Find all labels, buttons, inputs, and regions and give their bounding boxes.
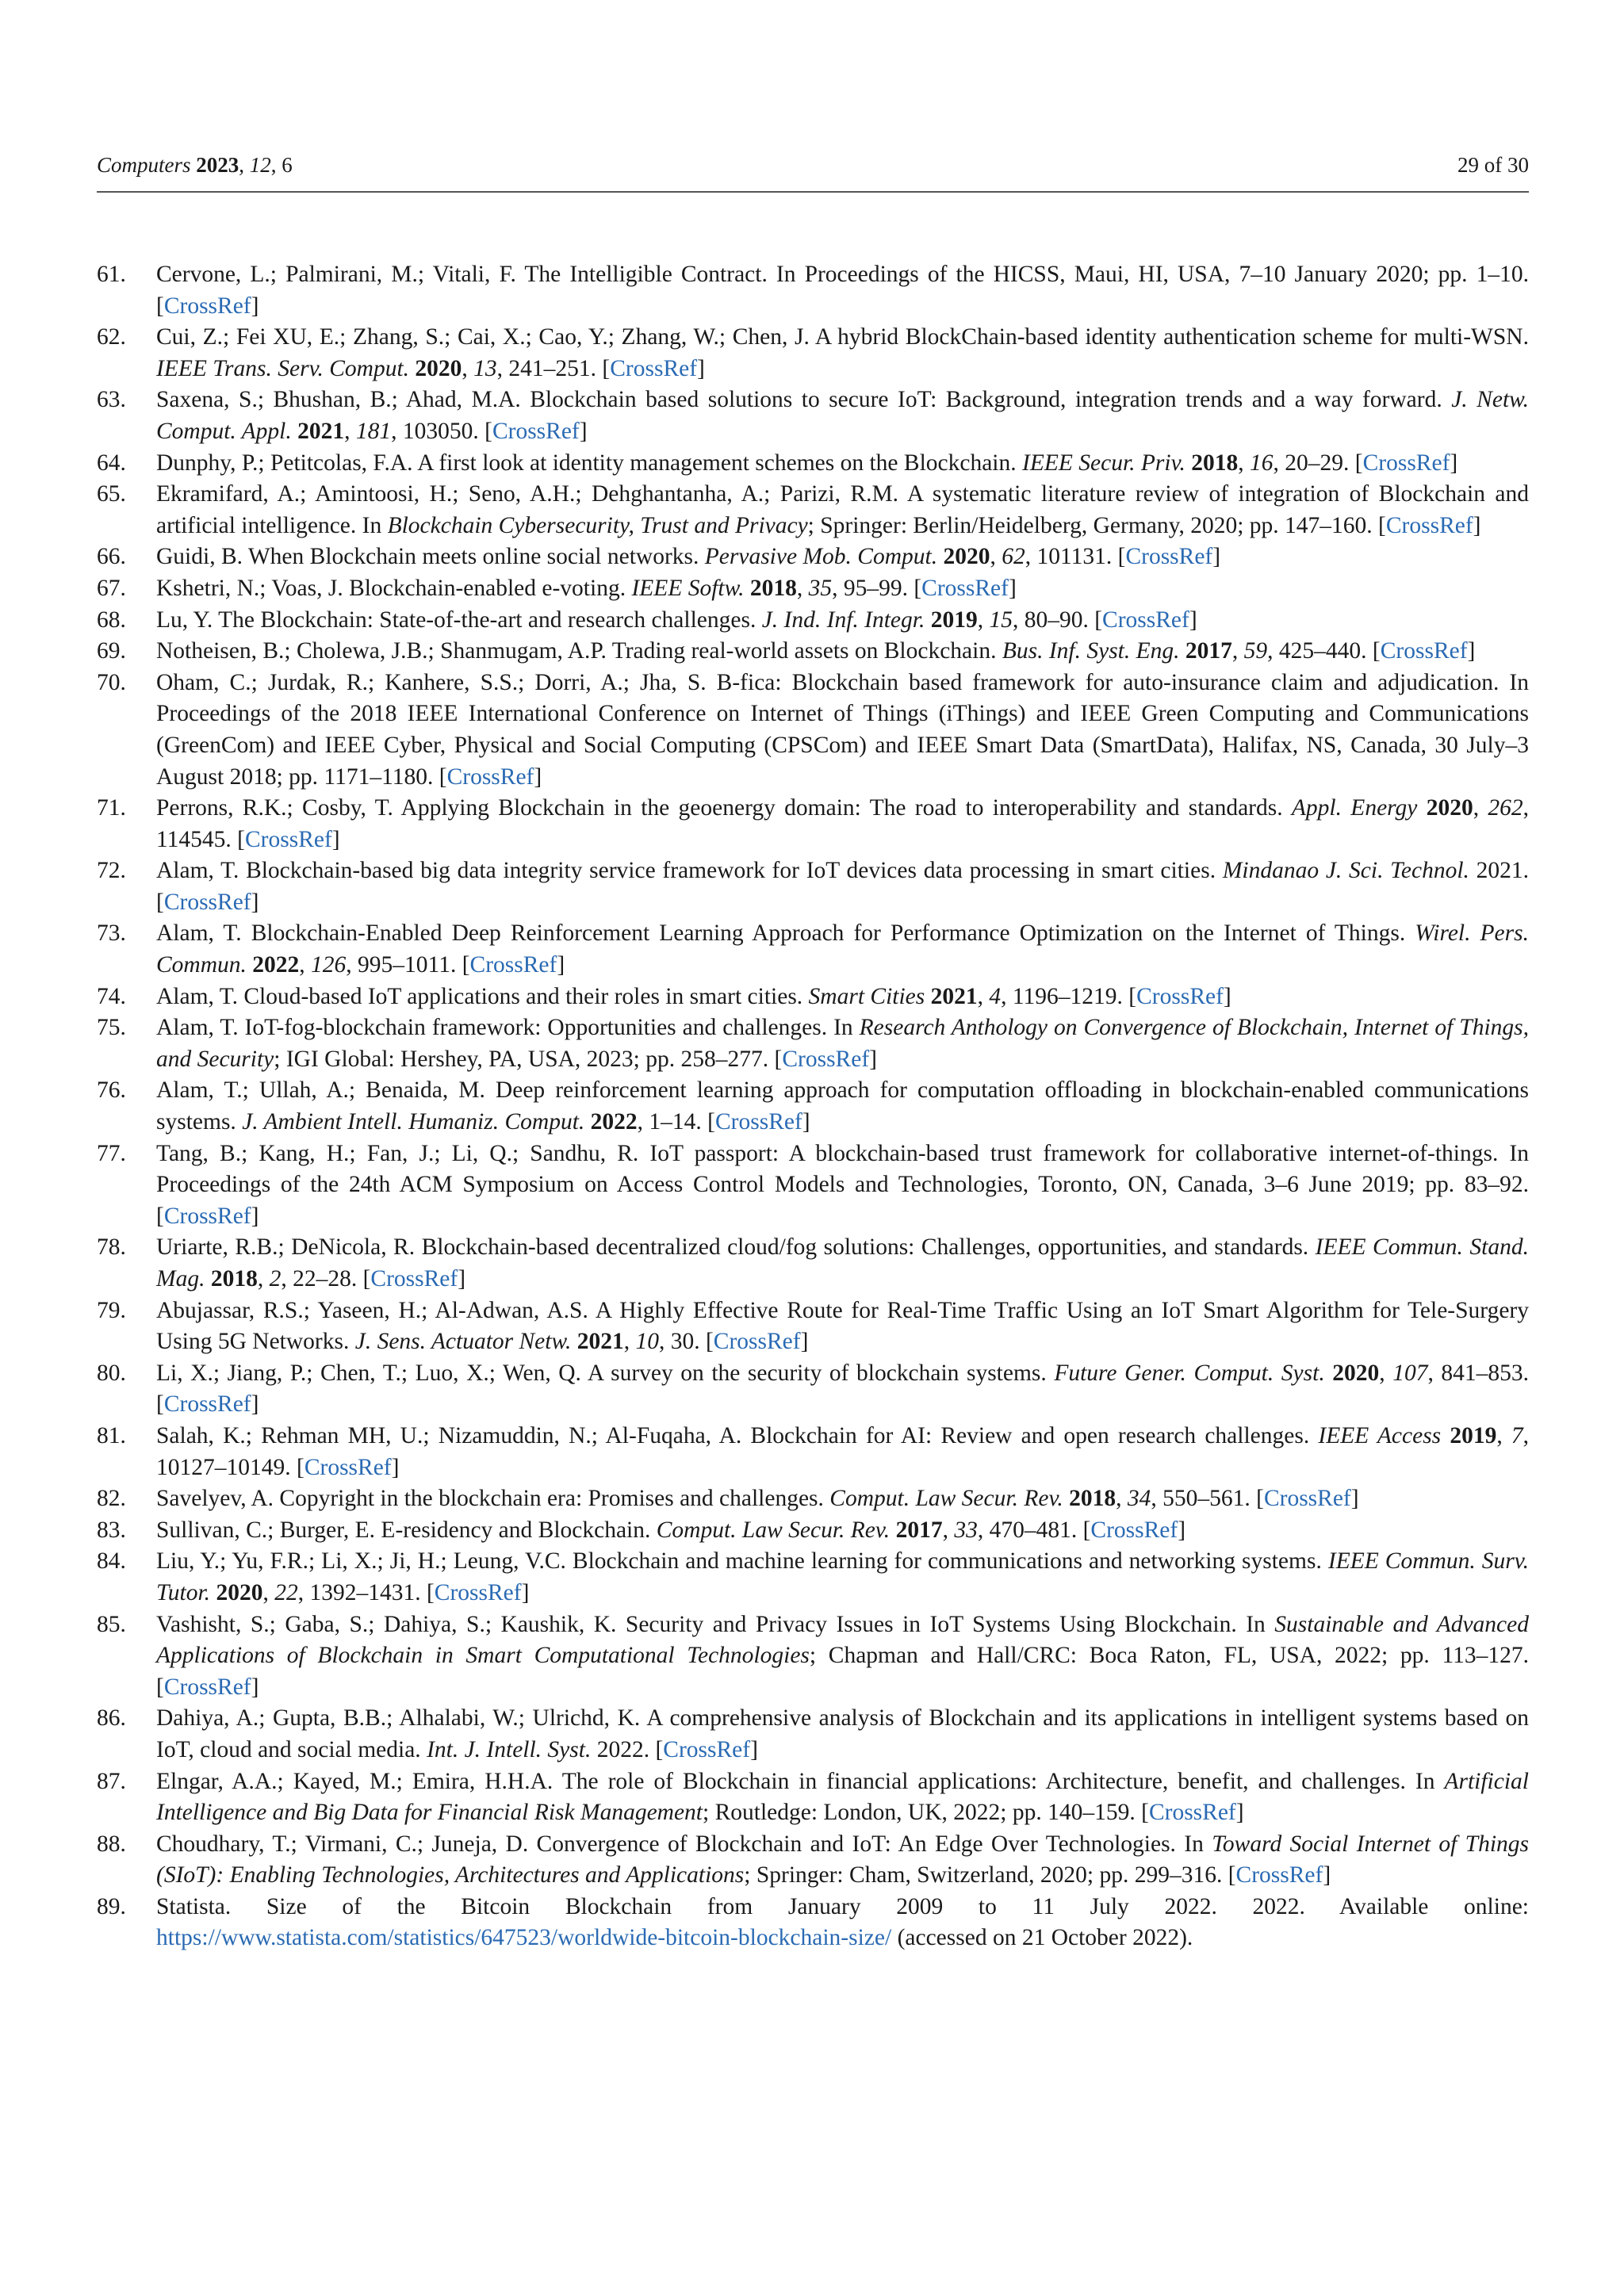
reference-text: ; Springer: Berlin/Heidelberg, Germany, 2020; pp. 147–160. [	[807, 512, 1386, 538]
reference-italic-text: J. Sens. Actuator Netw.	[354, 1329, 572, 1355]
reference-text: , 80–90. [	[1012, 607, 1103, 633]
reference-text: Lu, Y. The Blockchain: State-of-the-art and research challenges.	[156, 607, 762, 633]
reference-italic-text: 22	[274, 1579, 298, 1605]
reference-text: , 10127–10149. [	[156, 1422, 1529, 1480]
reference-text: Savelyev, A. Copyright in the blockchain era: Promises and challenges.	[156, 1486, 830, 1512]
reference-number: 66.	[97, 544, 126, 570]
reference-text: ]	[534, 763, 542, 790]
reference-text: Guidi, B. When Blockchain meets online social networks.	[156, 544, 705, 570]
crossref-link[interactable]: CrossRef	[469, 952, 557, 978]
reference-text	[1417, 795, 1426, 821]
reference-text: Uriarte, R.B.; DeNicola, R. Blockchain-based decentralized cloud/fog solutions: Challenges, opportunities, and standards.	[156, 1234, 1316, 1261]
reference-number: 77.	[97, 1140, 126, 1166]
reference-text	[205, 1266, 210, 1292]
reference-italic-text: Bus. Inf. Syst. Eng.	[1002, 638, 1180, 664]
reference-text: ]	[458, 1266, 466, 1292]
reference-item	[97, 1075, 1529, 1138]
reference-italic-text: Smart Cities	[808, 983, 925, 1009]
page-number: 29 of 30	[1457, 153, 1529, 177]
reference-text: Alam, T. Blockchain-based big data integrity service framework for IoT devices data processing in smart cities.	[156, 858, 1223, 884]
reference-year: 2020	[216, 1579, 263, 1605]
reference-text: ,	[1238, 450, 1251, 476]
reference-italic-text: IEEE Commun. Surv. Tutor.	[156, 1548, 1529, 1605]
reference-text: Liu, Y.; Yu, F.R.; Li, X.; Ji, H.; Leung, V.C. Blockchain and machine learning for communications and networking systems.	[156, 1548, 1328, 1575]
reference-number: 75.	[97, 1015, 126, 1041]
running-header	[97, 149, 1529, 181]
reference-text: , 995–1011. [	[346, 952, 470, 978]
reference-italic-text: IEEE Softw.	[631, 575, 745, 601]
reference-number: 80.	[97, 1360, 126, 1386]
reference-italic-text: 34	[1127, 1486, 1151, 1512]
reference-text: ]	[869, 1046, 877, 1072]
reference-text: Perrons, R.K.; Cosby, T. Applying Blockchain in the geoenergy domain: The road to interoperability and standards.	[156, 795, 1292, 821]
reference-italic-text: Mindanao J. Sci. Technol.	[1222, 858, 1469, 884]
reference-text: ]	[1467, 638, 1476, 664]
crossref-link[interactable]: CrossRef	[782, 1046, 870, 1072]
reference-italic-text: J. Ind. Inf. Integr.	[761, 607, 925, 633]
crossref-link[interactable]: CrossRef	[663, 1736, 751, 1762]
reference-item	[97, 573, 1529, 605]
reference-text	[1180, 638, 1185, 664]
reference-number: 69.	[97, 638, 126, 664]
reference-text: , 1196–1219. [	[1001, 983, 1137, 1009]
reference-text: Notheisen, B.; Cholewa, J.B.; Shanmugam, A.P. Trading real-world assets on Blockchain.	[156, 638, 1002, 664]
crossref-link[interactable]: CrossRef	[434, 1579, 522, 1605]
reference-italic-text: 107	[1392, 1360, 1428, 1386]
reference-text: ]	[1350, 1486, 1359, 1512]
reference-year: 2019	[1450, 1422, 1497, 1448]
reference-text: ,	[299, 952, 312, 978]
reference-item	[97, 448, 1529, 480]
reference-text: , 103050. [	[391, 418, 492, 444]
reference-text: ]	[1212, 544, 1221, 570]
crossref-link[interactable]: CrossRef	[1385, 512, 1473, 538]
reference-text: , 95–99. [	[832, 575, 922, 601]
reference-italic-text: 7	[1511, 1422, 1523, 1448]
reference-text: Choudhary, T.; Virmani, C.; Juneja, D. Convergence of Blockchain and IoT: An Edge Over Technologies. In	[156, 1831, 1212, 1857]
reference-item	[97, 1483, 1529, 1515]
reference-text: ]	[697, 355, 705, 381]
reference-item	[97, 1515, 1529, 1547]
reference-text: ,	[462, 355, 474, 381]
reference-item	[97, 793, 1529, 855]
reference-text: Cui, Z.; Fei XU, E.; Zhang, S.; Cai, X.; Cao, Y.; Zhang, W.; Chen, J. A hybrid BlockChain-based identity authentication scheme for multi-WSN.	[156, 324, 1529, 350]
reference-item	[97, 1421, 1529, 1483]
reference-text: ,	[1231, 638, 1244, 664]
reference-year: 2020	[943, 544, 990, 570]
reference-text: ]	[251, 889, 259, 915]
reference-year: 2018	[210, 1266, 258, 1292]
crossref-link[interactable]: CrossRef	[244, 826, 332, 852]
reference-number: 86.	[97, 1705, 126, 1732]
reference-italic-text: 33	[954, 1517, 978, 1543]
reference-number: 72.	[97, 858, 126, 884]
reference-italic-text: 13	[473, 355, 497, 381]
reference-text	[1325, 1360, 1333, 1386]
reference-italic-text: 2	[269, 1266, 282, 1292]
reference-year: 2022	[252, 952, 300, 978]
reference-text: ,	[623, 1329, 636, 1355]
reference-item	[97, 668, 1529, 793]
reference-text: ,	[977, 607, 990, 633]
reference-year: 2018	[1069, 1486, 1116, 1512]
reference-year: 2021	[297, 418, 345, 444]
reference-item	[97, 982, 1529, 1013]
reference-text: Alam, T. IoT-fog-blockchain framework: Opportunities and challenges. In	[156, 1015, 860, 1041]
crossref-link[interactable]: CrossRef	[446, 763, 534, 790]
crossref-link[interactable]: CrossRef	[1102, 607, 1189, 633]
reference-text: Tang, B.; Kang, H.; Fan, J.; Li, Q.; Sandhu, R. IoT passport: A blockchain-based trust framework for collaborative internet-of-things. In Proceedings of the 24th ACM Symposium on Access Control Models and Technologies, Toronto, ON, Canada, 3–6 June 2019; pp. 83–92. [	[156, 1140, 1529, 1229]
reference-number: 71.	[97, 795, 126, 821]
reference-item	[97, 541, 1529, 573]
reference-year: 2020	[415, 355, 462, 381]
crossref-link[interactable]: CrossRef	[1263, 1486, 1351, 1512]
reference-text: , 22–28. [	[281, 1266, 371, 1292]
reference-number: 78.	[97, 1234, 126, 1261]
reference-italic-text: Wirel. Pers. Commun.	[156, 920, 1529, 978]
reference-text: ,	[344, 418, 356, 444]
reference-number: 82.	[97, 1486, 126, 1512]
reference-number: 67.	[97, 575, 126, 601]
reference-text: ]	[579, 418, 588, 444]
crossref-link[interactable]: CrossRef	[163, 889, 251, 915]
reference-text: , 101131. [	[1025, 544, 1126, 570]
crossref-link[interactable]: CrossRef	[163, 293, 251, 319]
reference-text: ]	[251, 1391, 259, 1418]
reference-number: 81.	[97, 1422, 126, 1448]
reference-item	[97, 1546, 1529, 1609]
reference-text: Saxena, S.; Bhushan, B.; Ahad, M.A. Blockchain based solutions to secure IoT: Background, integration trends and a way forward.	[156, 387, 1452, 413]
reference-item	[97, 1012, 1529, 1075]
reference-text: ,	[257, 1266, 270, 1292]
reference-text: ]	[251, 1203, 259, 1229]
reference-text: ,	[796, 575, 809, 601]
crossref-link[interactable]: CrossRef	[921, 575, 1009, 601]
reference-italic-text: 181	[355, 418, 392, 444]
reference-number: 74.	[97, 983, 126, 1009]
reference-url-link[interactable]: https://www.statista.com/statistics/647523/worldwide-bitcoin-blockchain-size/	[156, 1925, 892, 1951]
reference-text	[584, 1109, 590, 1135]
reference-number: 84.	[97, 1548, 126, 1575]
reference-year: 2021	[930, 983, 978, 1009]
reference-text: Alam, T. Blockchain-Enabled Deep Reinforcement Learning Approach for Performance Optimization on the Internet of Things.	[156, 920, 1415, 947]
reference-text: ]	[750, 1736, 758, 1762]
reference-italic-text: 35	[808, 575, 833, 601]
reference-item	[97, 1766, 1529, 1829]
reference-number: 87.	[97, 1768, 126, 1794]
reference-item	[97, 1138, 1529, 1233]
reference-italic-text: 59	[1243, 638, 1268, 664]
reference-text: [	[156, 293, 164, 319]
reference-item	[97, 1703, 1529, 1766]
reference-text: , 30. [	[658, 1329, 714, 1355]
reference-number: 88.	[97, 1831, 126, 1857]
reference-italic-text: Appl. Energy	[1291, 795, 1418, 821]
reference-text: ]	[1178, 1517, 1186, 1543]
reference-text: ,	[262, 1579, 275, 1605]
crossref-link[interactable]: CrossRef	[163, 1391, 251, 1418]
reference-item	[97, 918, 1529, 981]
reference-text: ]	[1473, 512, 1481, 538]
journal-citation: Computers 2023, 12, 6	[97, 153, 293, 177]
reference-text: Oham, C.; Jurdak, R.; Kanhere, S.S.; Dorri, A.; Jha, S. B-fica: Blockchain based framework for auto-insurance claim and adjudication. In Proceedings of the 2018 IEEE International Conference on Internet of Things (iThings) and IEEE Green Computing and Communications (GreenCom) and IEEE Cyber, Physical and Social Computing (CPSCom) and IEEE Smart Data (SmartData), Halifax, NS, Canada, 30 July–3 August 2018; pp. 1171–1180. [	[156, 669, 1529, 790]
crossref-link[interactable]: CrossRef	[1362, 450, 1450, 476]
reference-text: ]	[251, 1674, 259, 1700]
reference-italic-text: Int. J. Intell. Syst.	[427, 1736, 592, 1762]
reference-text	[1063, 1486, 1069, 1511]
reference-item	[97, 1829, 1529, 1892]
reference-text: ]	[1223, 983, 1231, 1009]
reference-year: 2018	[749, 575, 797, 601]
reference-text	[571, 1329, 576, 1354]
reference-text: Abujassar, R.S.; Yaseen, H.; Al-Adwan, A.S. A Highly Effective Route for Real-Time Traffic Using an IoT Smart Algorithm for Tele-Surgery Using 5G Networks.	[156, 1297, 1529, 1355]
reference-italic-text: 262	[1488, 795, 1523, 821]
journal-year: 2023	[196, 153, 239, 177]
reference-text: Dunphy, P.; Petitcolas, F.A. A first look at identity management schemes on the Blockchain.	[156, 450, 1022, 476]
reference-text	[925, 607, 930, 633]
reference-item	[97, 1232, 1529, 1295]
reference-text: ,	[942, 1517, 955, 1543]
reference-year: 2022	[590, 1109, 638, 1135]
reference-italic-text: Blockchain Cybersecurity, Trust and Privacy	[387, 512, 808, 538]
crossref-link[interactable]: CrossRef	[1235, 1862, 1323, 1888]
reference-text: ; Springer: Cham, Switzerland, 2020; pp. 299–316. [	[744, 1862, 1236, 1888]
reference-italic-text: IEEE Commun. Stand. Mag.	[156, 1234, 1529, 1292]
reference-italic-text: J. Ambient Intell. Humaniz. Comput.	[242, 1109, 585, 1135]
crossref-link[interactable]: CrossRef	[163, 1203, 251, 1229]
reference-text: Statista. Size of the Bitcoin Blockchain from January 2009 to 11 July 2022. 2022. Available online:	[156, 1893, 1529, 1919]
reference-text: ]	[521, 1579, 530, 1605]
reference-item	[97, 322, 1529, 385]
reference-item	[97, 855, 1529, 918]
reference-list	[97, 259, 1529, 1954]
reference-text: 2022. [	[591, 1736, 664, 1762]
reference-text: ,	[990, 544, 1002, 570]
reference-text: ]	[802, 1109, 810, 1135]
reference-item	[97, 1609, 1529, 1704]
reference-text: , 470–481. [	[977, 1517, 1091, 1543]
reference-number: 70.	[97, 669, 126, 695]
reference-text: , 841–853. [	[156, 1360, 1530, 1418]
header-rule	[97, 191, 1529, 193]
reference-year: 2017	[1185, 638, 1232, 664]
reference-text: , 114545. [	[156, 795, 1530, 852]
crossref-link[interactable]: CrossRef	[1090, 1517, 1178, 1543]
reference-text: ]	[331, 826, 340, 852]
reference-text: ]	[1235, 1800, 1244, 1826]
crossref-link[interactable]: CrossRef	[1136, 983, 1224, 1009]
reference-text: ]	[1323, 1862, 1331, 1888]
journal-volume: 12	[249, 153, 271, 177]
reference-text: , 425–440. [	[1267, 638, 1381, 664]
reference-italic-text: Sustainable and Advanced Applications of Blockchain in Smart Computational Technologies	[156, 1611, 1529, 1669]
reference-year: 2021	[576, 1329, 624, 1355]
reference-text: Dahiya, A.; Gupta, B.B.; Alhalabi, W.; Ulrichd, K. A comprehensive analysis of Blockchain and its applications in intelligent systems based on IoT, cloud and social media.	[156, 1705, 1529, 1762]
reference-text: , 550–561. [	[1151, 1486, 1264, 1512]
reference-text: ; Chapman and Hall/CRC: Boca Raton, FL, USA, 2022; pp. 113–127. [	[156, 1643, 1529, 1700]
reference-italic-text: Future Gener. Comput. Syst.	[1054, 1360, 1325, 1386]
reference-italic-text: 62	[1002, 544, 1025, 570]
reference-text: ]	[1008, 575, 1017, 601]
reference-text: Elngar, A.A.; Kayed, M.; Emira, H.H.A. The role of Blockchain in financial applications: Architecture, benefit, and challenges. In	[156, 1768, 1445, 1794]
reference-text: Sullivan, C.; Burger, E. E-residency and Blockchain.	[156, 1517, 657, 1543]
reference-italic-text: IEEE Trans. Serv. Comput.	[156, 355, 410, 381]
crossref-link[interactable]: CrossRef	[304, 1454, 392, 1480]
reference-number: 73.	[97, 920, 126, 947]
reference-item	[97, 1892, 1529, 1954]
reference-text: , 1–14. [	[637, 1109, 715, 1135]
reference-item	[97, 636, 1529, 668]
reference-italic-text: Comput. Law Secur. Rev.	[656, 1517, 891, 1543]
reference-item	[97, 479, 1529, 541]
reference-italic-text: Comput. Law Secur. Rev.	[829, 1486, 1063, 1512]
crossref-link[interactable]: CrossRef	[492, 418, 580, 444]
crossref-link[interactable]: CrossRef	[1148, 1800, 1236, 1826]
journal-name: Computers	[97, 153, 191, 177]
reference-year: 2019	[930, 607, 978, 633]
crossref-link[interactable]: CrossRef	[714, 1109, 802, 1135]
reference-text: Alam, T.; Ullah, A.; Benaida, M. Deep reinforcement learning approach for computation offloading in blockchain-enabled communications systems.	[156, 1077, 1529, 1135]
reference-text: Vashisht, S.; Gaba, S.; Dahiya, S.; Kaushik, K. Security and Privacy Issues in IoT Systems Using Blockchain. In	[156, 1611, 1275, 1637]
reference-number: 64.	[97, 450, 126, 476]
reference-number: 65.	[97, 481, 126, 507]
crossref-link[interactable]: CrossRef	[370, 1266, 458, 1292]
reference-text: ; Routledge: London, UK, 2022; pp. 140–159. [	[703, 1800, 1149, 1826]
reference-number: 68.	[97, 607, 126, 633]
reference-italic-text: Toward Social Internet of Things (SIoT): Enabling Technologies, Architectures and Applications	[156, 1831, 1529, 1888]
reference-text: Ekramifard, A.; Amintoosi, H.; Seno, A.H.; Dehghantanha, A.; Parizi, R.M. A systematic literature review of integration of Blockchain and artificial intelligence. In	[156, 481, 1529, 538]
reference-italic-text: J. Netw. Comput. Appl.	[156, 387, 1529, 444]
reference-text: (accessed on 21 October 2022).	[891, 1925, 1193, 1951]
reference-text: , 20–29. [	[1273, 450, 1363, 476]
reference-text: ,	[1496, 1422, 1511, 1448]
crossref-link[interactable]: CrossRef	[610, 355, 698, 381]
crossref-link[interactable]: CrossRef	[713, 1329, 801, 1355]
reference-text: ]	[391, 1454, 400, 1480]
reference-item	[97, 605, 1529, 637]
reference-text: Salah, K.; Rehman MH, U.; Nizamuddin, N.; Al-Fuqaha, A. Blockchain for AI: Review and open research challenges.	[156, 1422, 1319, 1448]
reference-text: , 241–251. [	[496, 355, 611, 381]
reference-text: ; IGI Global: Hershey, PA, USA, 2023; pp. 258–277. [	[274, 1046, 783, 1072]
crossref-link[interactable]: CrossRef	[1125, 544, 1213, 570]
reference-number: 76.	[97, 1077, 126, 1104]
reference-text	[890, 1517, 895, 1543]
reference-text: ]	[557, 952, 565, 978]
reference-italic-text: 16	[1250, 450, 1274, 476]
reference-item	[97, 1295, 1529, 1358]
reference-italic-text: Research Anthology on Convergence of Blockchain, Internet of Things, and Security	[156, 1015, 1529, 1072]
reference-italic-text: 15	[989, 607, 1013, 633]
reference-number: 83.	[97, 1517, 126, 1543]
reference-text: Alam, T. Cloud-based IoT applications and their roles in smart cities.	[156, 983, 809, 1009]
reference-year: 2017	[895, 1517, 943, 1543]
reference-italic-text: Pervasive Mob. Comput.	[704, 544, 938, 570]
reference-italic-text: Artificial Intelligence and Big Data for Financial Risk Management	[156, 1768, 1529, 1826]
reference-italic-text: 10	[635, 1329, 659, 1355]
crossref-link[interactable]: CrossRef	[163, 1674, 251, 1700]
reference-italic-text: 4	[989, 983, 1002, 1009]
reference-text: Kshetri, N.; Voas, J. Blockchain-enabled e-voting.	[156, 575, 632, 601]
article-number: 6	[282, 153, 293, 177]
reference-text	[292, 419, 297, 444]
reference-number: 61.	[97, 262, 126, 287]
reference-number: 89.	[97, 1893, 126, 1919]
reference-text: ]	[1189, 607, 1197, 633]
reference-text	[1441, 1423, 1450, 1448]
reference-text: Cervone, L.; Palmirani, M.; Vitali, F. The Intelligible Contract. In Proceedings of the HICSS, Maui, HI, USA, 7–10 January 2020; pp. 1–10.	[156, 262, 1529, 287]
reference-item	[97, 1358, 1529, 1421]
reference-text	[925, 984, 930, 1009]
reference-text: , 1392–1431. [	[297, 1579, 435, 1605]
reference-item	[97, 385, 1529, 447]
reference-text: ,	[1379, 1360, 1393, 1386]
crossref-link[interactable]: CrossRef	[1380, 638, 1468, 664]
reference-italic-text: IEEE Access	[1318, 1422, 1442, 1448]
reference-number: 62.	[97, 324, 126, 350]
reference-text: ]	[800, 1329, 809, 1355]
reference-year: 2018	[1191, 450, 1239, 476]
reference-text: Li, X.; Jiang, P.; Chen, T.; Luo, X.; Wen, Q. A survey on the security of blockchain systems.	[156, 1360, 1055, 1386]
reference-year: 2020	[1426, 795, 1473, 821]
reference-number: 63.	[97, 387, 126, 413]
reference-text: 2021. [	[156, 858, 1530, 915]
reference-text: ]	[1450, 450, 1458, 476]
reference-text: ]	[251, 293, 259, 319]
reference-text: ,	[1116, 1486, 1128, 1512]
reference-italic-text: 126	[311, 952, 347, 978]
reference-year: 2020	[1332, 1360, 1380, 1386]
reference-item	[97, 259, 1529, 322]
reference-number: 79.	[97, 1297, 126, 1323]
reference-number: 85.	[97, 1611, 126, 1637]
reference-text: ,	[977, 983, 990, 1009]
reference-text: ,	[1473, 795, 1488, 821]
reference-text	[744, 576, 749, 601]
reference-italic-text: IEEE Secur. Priv.	[1022, 450, 1185, 476]
